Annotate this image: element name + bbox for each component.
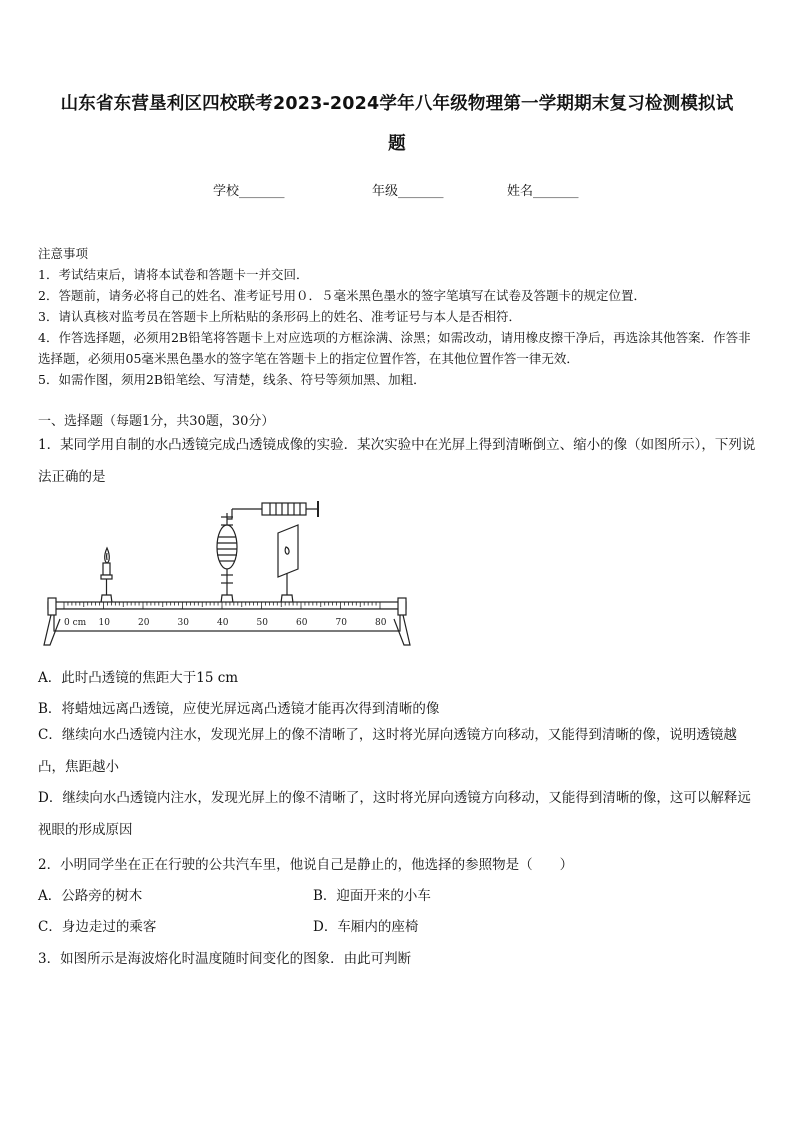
ruler-label: 40 (217, 618, 229, 628)
q2-option-a: A．公路旁的树木 (38, 888, 143, 904)
q1-option-c: C．继续向水凸透镜内注水，发现光屏上的像不清晰了，这时将光屏向透镜方向移动，又能得到清晰的像，说明透镜越凸，焦距越小 (38, 727, 737, 775)
question-1-stem: 1．某同学用自制的水凸透镜完成凸透镜成像的实验．某次实验中在光屏上得到清晰倒立、缩小的像（如图所示），下列说法正确的是 (38, 437, 756, 485)
paper-title (30, 84, 764, 164)
notes-heading: 注意事项 (38, 246, 89, 261)
ruler-label: 0 cm (64, 618, 87, 628)
question-2-stem: 2．小明同学坐在正在行驶的公共汽车里，他说自己是静止的，他选择的参照物是（ ） (38, 857, 574, 873)
water-lens-icon (217, 513, 237, 603)
q1-option-b: B．将蜡烛远离凸透镜，应使光屏远离凸透镜才能再次得到清晰的像 (38, 701, 440, 717)
question-3-stem: 3．如图所示是海波熔化时温度随时间变化的图象．由此可判断 (38, 951, 412, 967)
q2-option-d: D．车厢内的座椅 (313, 919, 419, 935)
note-item: 1．考试结束后，请将本试卷和答题卡一并交回． (38, 267, 309, 282)
ruler-label: 30 (177, 618, 189, 628)
q1-option-d: D．继续向水凸透镜内注水，发现光屏上的像不清晰了，这时将光屏向透镜方向移动，又能得到清晰的像，这可以解释远视眼的形成原因 (38, 790, 751, 838)
q1-option-a: A．此时凸透镜的焦距大于15 cm (38, 670, 239, 686)
name-field: 姓名_______ (507, 184, 579, 199)
lens-experiment-figure (36, 495, 416, 650)
note-item: 3．请认真核对监考员在答题卡上所粘贴的条形码上的姓名、准考证号与本人是否相符． (38, 309, 521, 324)
ruler-label: 70 (335, 618, 347, 628)
section-heading: 一、选择题（每题1分，共30题，30分） (38, 414, 275, 429)
school-field: 学校_______ (213, 184, 285, 199)
title-line-1: 山东省东营垦利区四校联考2023-2024学年八年级物理第一学期期末复习检测模拟试 (60, 94, 734, 114)
ruler-label: 20 (138, 618, 150, 628)
syringe-icon (227, 501, 318, 519)
title-line-2: 题 (388, 134, 406, 154)
light-screen-icon (278, 525, 298, 603)
candle-icon (101, 548, 112, 603)
ruler-label: 50 (256, 618, 268, 628)
exam-notes (38, 243, 758, 390)
optical-bench (44, 598, 410, 645)
q2-option-b: B．迎面开来的小车 (313, 888, 431, 904)
note-item: 4．作答选择题，必须用2B铅笔将答题卡上对应选项的方框涂满、涂黑；如需改动，请用橡皮擦干净后，再选涂其他答案．作答非选择题，必须用05毫米黑色墨水的签字笔在答题卡上的指定位置作答，在其他位置作答一律无效． (38, 330, 751, 366)
note-item: 2．答题前，请务必将自己的姓名、准考证号用０．５毫米黑色墨水的签字笔填写在试卷及答题卡的规定位置． (38, 288, 646, 303)
note-item: 5．如需作图，须用2B铅笔绘、写清楚，线条、符号等须加黑、加粗． (38, 372, 426, 387)
ruler-label: 80 (375, 618, 387, 628)
grade-field: 年级_______ (372, 184, 444, 199)
ruler-label: 60 (296, 618, 308, 628)
q2-option-c: C．身边走过的乘客 (38, 919, 157, 935)
ruler-label: 10 (98, 618, 110, 628)
